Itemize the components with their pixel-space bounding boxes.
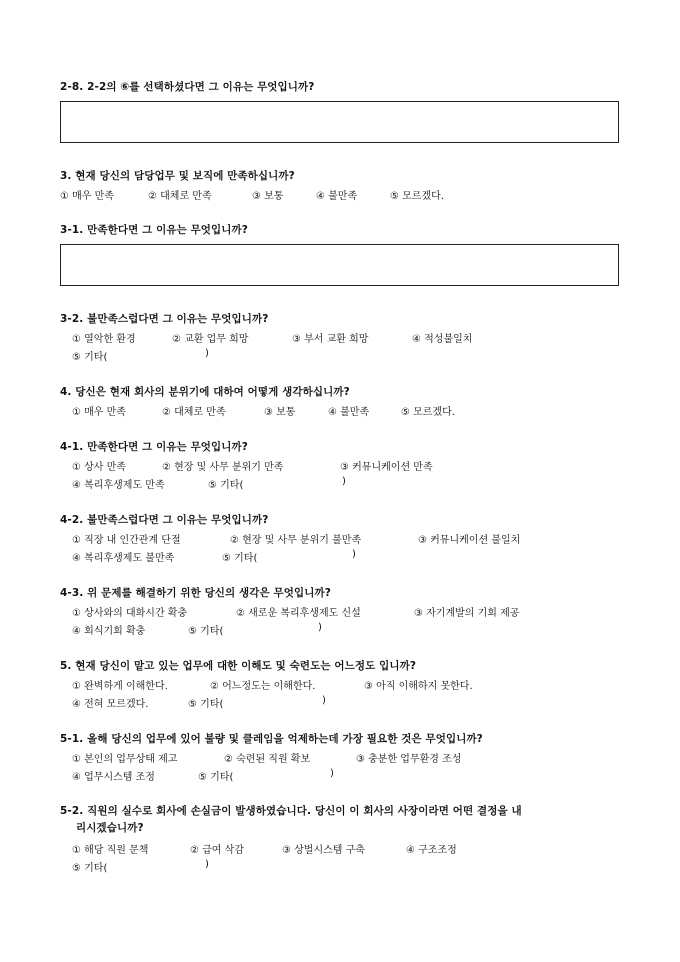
q4-1-option-5-close: ) [342, 476, 346, 487]
q4-3-option-1[interactable]: ① 상사와의 대화시간 확충 [72, 608, 188, 619]
answer-box-3-1[interactable] [60, 244, 619, 286]
q5-2-option-5[interactable]: ⑤ 기타( [72, 863, 108, 874]
q4-2-option-5-close: ) [352, 549, 356, 560]
q5-option-4[interactable]: ④ 전혀 모르겠다. [72, 699, 149, 710]
q5-1-option-3[interactable]: ③ 충분한 업무환경 조성 [356, 754, 462, 765]
q3-2-option-4[interactable]: ④ 적성불일치 [412, 334, 473, 345]
q5-1-option-5-close: ) [330, 768, 334, 779]
q5-1-option-4[interactable]: ④ 업무시스템 조정 [72, 772, 155, 783]
question-2-8: 2-8. 2-2의 ⑥를 선택하셨다면 그 이유는 무엇입니까? [60, 81, 315, 93]
q4-2-option-1[interactable]: ① 직장 내 인간관계 단절 [72, 535, 181, 546]
question-4-1: 4-1. 만족한다면 그 이유는 무엇입니까? [60, 441, 248, 453]
q5-option-5-close: ) [322, 695, 326, 706]
question-5: 5. 현재 당신이 맡고 있는 업무에 대한 이해도 및 숙련도는 어느정도 입니까? [60, 660, 417, 672]
q4-1-option-3[interactable]: ③ 커뮤니케이션 만족 [340, 462, 433, 473]
q4-option-1[interactable]: ① 매우 만족 [72, 407, 126, 418]
q4-3-option-5[interactable]: ⑤ 기타( [188, 626, 224, 637]
q4-option-2[interactable]: ② 대체로 만족 [162, 407, 226, 418]
q5-option-3[interactable]: ③ 아직 이해하지 못한다. [364, 681, 473, 692]
question-4: 4. 당신은 현재 회사의 분위기에 대하여 어떻게 생각하십니까? [60, 386, 350, 398]
question-3-1: 3-1. 만족한다면 그 이유는 무엇입니까? [60, 224, 248, 236]
q4-2-option-5[interactable]: ⑤ 기타( [222, 553, 258, 564]
q5-option-2[interactable]: ② 어느정도는 이해한다. [210, 681, 316, 692]
q5-2-option-1[interactable]: ① 해당 직원 문책 [72, 845, 149, 856]
q3-2-option-1[interactable]: ① 열악한 환경 [72, 334, 136, 345]
q3-2-option-2[interactable]: ② 교환 업무 희망 [172, 334, 249, 345]
q4-option-3[interactable]: ③ 보통 [264, 407, 296, 418]
q5-2-option-2[interactable]: ② 급여 삭감 [190, 845, 244, 856]
q3-option-1[interactable]: ① 매우 만족 [60, 191, 114, 202]
q4-2-option-3[interactable]: ③ 커뮤니케이션 불일치 [418, 535, 521, 546]
q5-2-option-4[interactable]: ④ 구조조정 [406, 845, 457, 856]
q4-3-option-5-close: ) [318, 622, 322, 633]
q4-2-option-2[interactable]: ② 현장 및 사무 분위기 불만족 [230, 535, 362, 546]
q3-2-option-3[interactable]: ③ 부서 교환 희망 [292, 334, 369, 345]
q4-1-option-5[interactable]: ⑤ 기타( [208, 480, 244, 491]
question-5-2 [60, 803, 622, 837]
question-3-2: 3-2. 불만족스럽다면 그 이유는 무엇입니까? [60, 313, 269, 325]
q4-1-option-2[interactable]: ② 현장 및 사무 분위기 만족 [162, 462, 284, 473]
q3-option-2[interactable]: ② 대체로 만족 [148, 191, 212, 202]
q4-1-option-1[interactable]: ① 상사 만족 [72, 462, 126, 473]
q4-option-4[interactable]: ④ 불만족 [328, 407, 370, 418]
question-4-3: 4-3. 위 문제를 해결하기 위한 당신의 생각은 무엇입니까? [60, 587, 331, 599]
answer-box-2-8[interactable] [60, 101, 619, 143]
q3-option-4[interactable]: ④ 불만족 [316, 191, 358, 202]
q4-2-option-4[interactable]: ④ 복리후생제도 불만족 [72, 553, 175, 564]
q5-2-option-5-close: ) [205, 859, 209, 870]
q5-option-1[interactable]: ① 완벽하게 이해한다. [72, 681, 168, 692]
q3-option-5[interactable]: ⑤ 모르겠다. [390, 191, 444, 202]
q5-2-option-3[interactable]: ③ 상벌시스템 구축 [282, 845, 365, 856]
q3-2-option-5-close: ) [205, 348, 209, 359]
q4-3-option-3[interactable]: ③ 자기계발의 기회 제공 [414, 608, 520, 619]
question-5-1: 5-1. 올해 당신의 업무에 있어 불량 및 클레임을 억제하는데 가장 필요한 것은 무엇입니까? [60, 733, 483, 745]
q4-option-5[interactable]: ⑤ 모르겠다. [401, 407, 455, 418]
q5-1-option-1[interactable]: ① 본인의 업무상태 제고 [72, 754, 178, 765]
q5-1-option-2[interactable]: ② 숙련된 직원 확보 [224, 754, 311, 765]
question-5-2-line1: 5-2. 직원의 실수로 회사에 손실금이 발생하였습니다. 당신이 이 회사의 사장이라면 어떤 결정을 내 [60, 805, 522, 817]
q5-option-5[interactable]: ⑤ 기타( [188, 699, 224, 710]
question-3: 3. 현재 당신의 담당업무 및 보직에 만족하십니까? [60, 170, 295, 182]
q4-1-option-4[interactable]: ④ 복리후생제도 만족 [72, 480, 165, 491]
q3-option-3[interactable]: ③ 보통 [252, 191, 284, 202]
q5-1-option-5[interactable]: ⑤ 기타( [198, 772, 234, 783]
question-4-2: 4-2. 불만족스럽다면 그 이유는 무엇입니까? [60, 514, 269, 526]
q3-2-option-5[interactable]: ⑤ 기타( [72, 352, 108, 363]
q4-3-option-2[interactable]: ② 새로운 복리후생제도 신설 [236, 608, 361, 619]
q4-3-option-4[interactable]: ④ 회식기회 확충 [72, 626, 146, 637]
question-5-2-line2: 리시겠습니까? [76, 822, 144, 834]
